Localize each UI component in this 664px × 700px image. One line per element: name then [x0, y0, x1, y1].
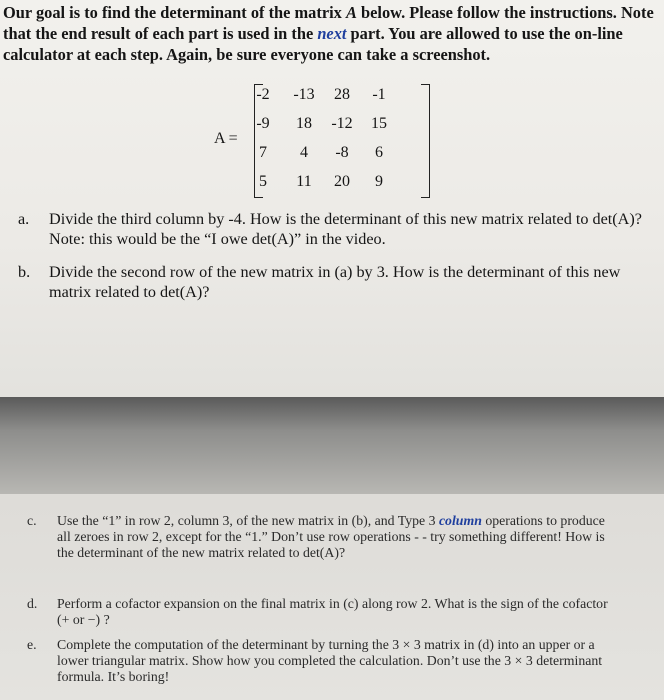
item-a: [18, 209, 648, 253]
item-a-label: a.: [18, 210, 30, 228]
intro-var: A: [345, 3, 357, 22]
item-a-text: Divide the third column by -4. How is the determinant of this new matrix related to det(A)? Note: this would be the “I owe det(A)” in the video.: [49, 210, 642, 248]
item-d-label: d.: [27, 596, 38, 611]
item-c-text: [57, 513, 617, 561]
matrix-cell-r3-c1: 7: [259, 144, 267, 161]
item-c-text-2: operations to produce all zeroes in row 2, except for the “1.” Don’t use row operations - - try something different! How is the determinant of the new matrix related to det(A)?: [57, 513, 605, 560]
item-b: [18, 262, 648, 306]
matrix-A: [214, 84, 444, 199]
intro-paragraph: [3, 2, 658, 65]
matrix-cell-r4-c3: 20: [334, 173, 350, 190]
item-b-label: b.: [18, 263, 31, 281]
matrix-cell-r3-c2: 4: [300, 144, 308, 161]
intro-next-word: next: [317, 24, 347, 43]
item-c-label: c.: [27, 513, 37, 528]
item-c-column-word: column: [438, 513, 482, 528]
page-gap-shadow: [0, 397, 664, 494]
matrix-label: A =: [214, 130, 238, 147]
item-d-text: Perform a cofactor expansion on the final matrix in (c) along row 2. What is the sign of the cofactor (+ or −) ?: [57, 596, 608, 627]
matrix-cell-r4-c2: 11: [296, 173, 312, 190]
item-e-label: e.: [27, 637, 37, 652]
item-e-text: Complete the computation of the determinant by turning the 3 × 3 matrix in (d) into an upper or a lower triangular matrix. Show how you completed the calculation. Don’t use the 3 × 3 determinant formula. It’s boring!: [57, 637, 603, 684]
matrix-cell-r1-c2: -13: [293, 86, 315, 103]
matrix-cell-r1-c3: 28: [334, 86, 350, 103]
matrix-cell-r1-c1: -2: [256, 86, 270, 103]
matrix-cell-r3-c4: 6: [375, 144, 383, 161]
intro-text-3: part. You are allowed to use the on-line calculator at each step. Again, be sure everyone can take a screenshot.: [3, 24, 623, 64]
matrix-cell-r2-c2: 18: [296, 115, 312, 132]
matrix-cell-r4-c4: 9: [375, 173, 383, 190]
item-b-text: Divide the second row of the new matrix in (a) by 3. How is the determinant of this new matrix related to det(A)?: [49, 263, 621, 301]
matrix-cell-r3-c3: -8: [335, 144, 349, 161]
matrix-cell-r2-c3: -12: [331, 115, 353, 132]
intro-text-2: below. Please follow the instructions. Note that the end result of each part is used in the: [3, 3, 654, 43]
right-bracket: [421, 84, 430, 198]
matrix-cell-r1-c4: -1: [372, 86, 386, 103]
item-c-text-1: Use the “1” in row 2, column 3, of the new matrix in (b), and Type 3: [57, 513, 439, 528]
matrix-cell-r2-c1: -9: [256, 115, 270, 132]
matrix-cell-r4-c1: 5: [259, 173, 267, 190]
matrix-cell-r2-c4: 15: [371, 115, 387, 132]
intro-text-1: Our goal is to find the determinant of the matrix: [3, 3, 346, 22]
